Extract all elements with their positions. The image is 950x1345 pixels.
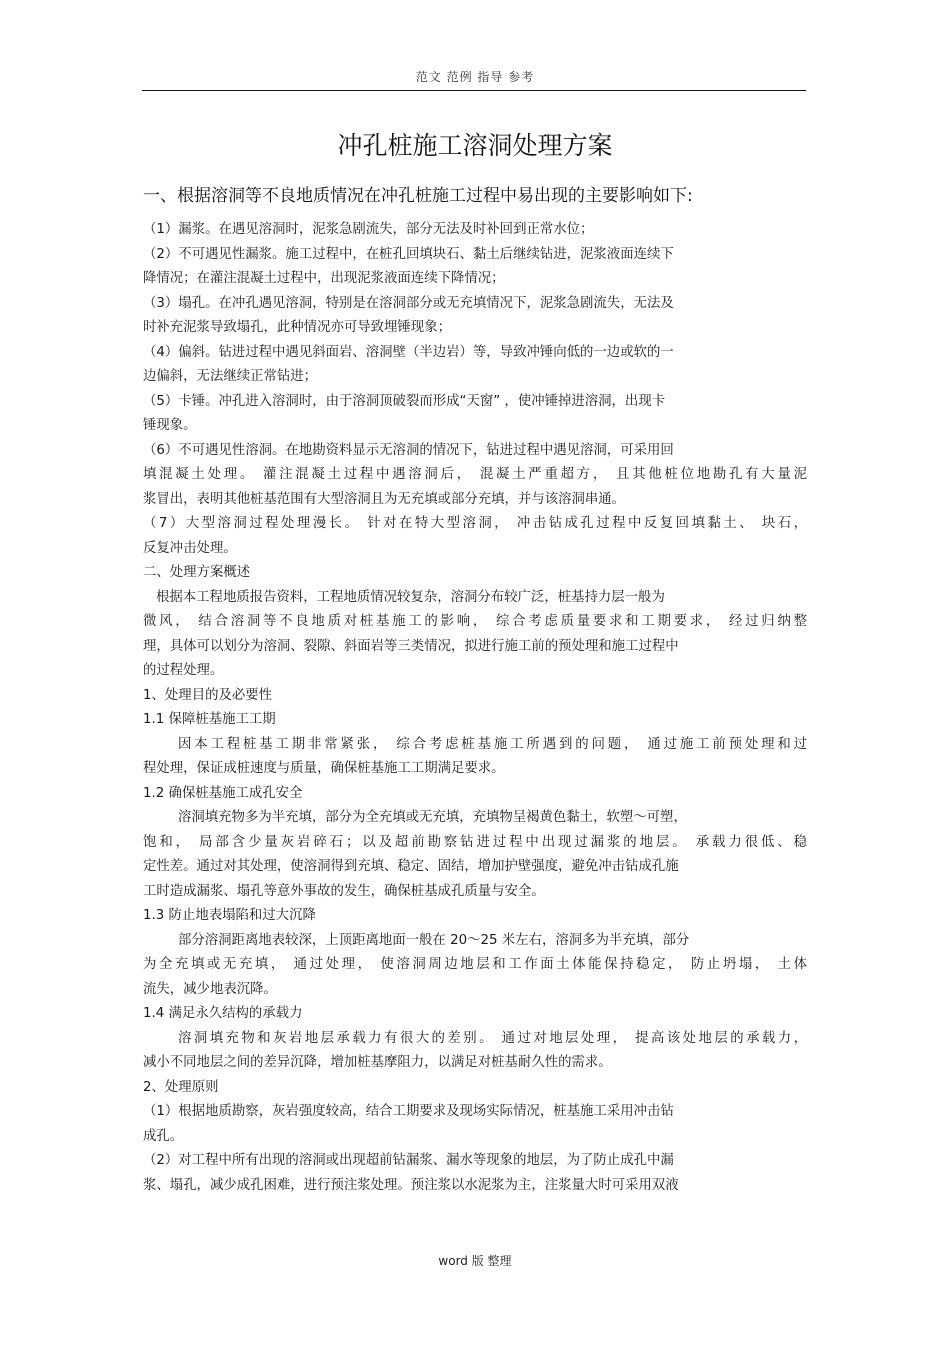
text-line: （1）根据地质勘察，灰岩强度较高，结合工期要求及现场实际情况，桩基施工采用冲击钻 bbox=[143, 1104, 674, 1119]
text-line: 边偏斜，无法继续正常钻进； bbox=[143, 369, 318, 384]
page-header: 范文 范例 指导 参考 bbox=[415, 70, 535, 84]
text-line: 浆冒出，表明其他桩基范围有大型溶洞且为无充填或部分充填，并与该溶洞串通。 bbox=[143, 491, 626, 507]
text-line: 理，具体可以划分为溶洞、裂隙、斜面岩等三类情况，拟进行施工前的预处理和施工过程中 bbox=[143, 638, 679, 654]
section-heading-1: 一、根据溶洞等不良地质情况在冲孔桩施工过程中易出现的主要影响如下: bbox=[143, 186, 693, 206]
text-line: （5）卡锤。冲孔进入溶洞时，由于溶洞顶破裂而形成“天窗” ，使冲锤掉进溶洞，出现卡 bbox=[143, 393, 666, 409]
text-line: 溶洞填充物和灰岩地层承载力有很大的差别。 通过对地层处理， 提高该处地层的承载力， bbox=[178, 1030, 807, 1046]
text-line: （4）偏斜。钻进过程中遇见斜面岩、溶洞壁（半边岩）等，导致冲锤向低的一边或软的一 bbox=[143, 344, 674, 360]
document-title: 冲孔桩施工溶洞处理方案 bbox=[337, 131, 613, 160]
text-line: 减小不同地层之间的差异沉降，增加桩基摩阻力，以满足对桩基耐久性的需求。 bbox=[143, 1055, 612, 1070]
text-line: 降情况；在灌注混凝土过程中，出现泥浆液面连续下降情况； bbox=[143, 271, 505, 286]
text-line: 1.1 保障桩基施工工期 bbox=[143, 712, 276, 727]
text-line: 2、处理原则 bbox=[143, 1079, 219, 1095]
text-line: 定性差。通过对其处理，使溶洞得到充填、稳定、固结，增加护壁强度，避免冲击钻成孔施 bbox=[143, 859, 679, 874]
text-line: 填混凝土处理。 灌注混凝土过程中遇溶洞后， 混凝土严重超方， 且其他桩位地勘孔有大量泥 bbox=[143, 467, 807, 482]
page-footer: word 版 整理 bbox=[438, 1254, 512, 1268]
text-line: （1）漏浆。在遇见溶洞时，泥浆急剧流失，部分无法及时补回到正常水位； bbox=[143, 222, 594, 237]
text-line: 的过程处理。 bbox=[143, 663, 224, 678]
text-line: 溶洞填充物多为半充填，部分为全充填或无充填，充填物呈褐黄色黏土，软塑～可塑， bbox=[178, 810, 687, 825]
text-line: （3）塌孔。在冲孔遇见溶洞，特别是在溶洞部分或无充填情况下，泥浆急剧流失，无法及 bbox=[143, 295, 674, 311]
text-line: 1.4 满足永久结构的承载力 bbox=[143, 1006, 303, 1021]
text-line: 1.2 确保桩基施工成孔安全 bbox=[143, 785, 303, 801]
text-line: 工时造成漏浆、塌孔等意外事故的发生，确保桩基成孔质量与安全。 bbox=[143, 883, 545, 899]
text-line: 因本工程桩基工期非常紧张， 综合考虑桩基施工所遇到的问题， 通过施工前预处理和过 bbox=[178, 736, 807, 752]
text-line: （2）不可遇见性漏浆。施工过程中，在桩孔回填块石、黏土后继续钻进，泥浆液面连续下 bbox=[143, 246, 674, 262]
text-line: 流失，减少地表沉降。 bbox=[143, 981, 277, 997]
text-line: 二、处理方案概述 bbox=[143, 565, 251, 580]
text-line: 1、处理目的及必要性 bbox=[143, 687, 273, 703]
header-divider bbox=[142, 90, 806, 91]
text-line: 微风， 结合溶洞等不良地质对桩基施工的影响， 综合考虑质量要求和工期要求， 经过归纳整 bbox=[143, 614, 807, 629]
document-body bbox=[143, 218, 807, 1198]
text-line: 1.3 防止地表塌陷和过大沉降 bbox=[143, 908, 316, 923]
text-line: 成孔。 bbox=[143, 1128, 184, 1144]
text-line: 为全充填或无充填， 通过处理， 使溶洞周边地层和工作面土体能保持稳定， 防止坍塌， 土体 bbox=[143, 957, 807, 972]
text-line: 饱和， 局部含少量灰岩碎石；以及超前勘察钻进过程中出现过漏浆的地层。 承载力很低、稳 bbox=[143, 834, 807, 850]
text-line: 时补充泥浆导致塌孔，此种情况亦可导致埋锤现象； bbox=[143, 320, 451, 335]
text-line: （2）对工程中所有出现的溶洞或出现超前钻漏浆、漏水等现象的地层，为了防止成孔中漏 bbox=[143, 1153, 674, 1168]
text-line: 程处理，保证成桩速度与质量，确保桩基施工工期满足要求。 bbox=[143, 761, 505, 776]
text-line: 浆、塌孔，减少成孔困难，进行预注浆处理。预注浆以水泥浆为主，注浆量大时可采用双液 bbox=[143, 1177, 679, 1193]
text-line: （6）不可遇见性溶洞。在地勘资料显示无溶洞的情况下，钻进过程中遇见溶洞，可采用回 bbox=[143, 442, 674, 458]
text-line: 根据本工程地质报告资料，工程地质情况较复杂，溶洞分布较广泛，桩基持力层一般为 bbox=[156, 589, 665, 605]
text-line: （7）大型溶洞过程处理漫长。 针对在特大型溶洞， 冲击钻成孔过程中反复回填黏土、 块石， bbox=[143, 516, 807, 531]
text-line: 部分溶洞距离地表较深，上顶距离地面一般在 20～25 米左右，溶洞多为半充填，部分 bbox=[178, 932, 690, 948]
text-line: 锤现象。 bbox=[143, 418, 197, 433]
text-line: 反复冲击处理。 bbox=[143, 540, 237, 556]
